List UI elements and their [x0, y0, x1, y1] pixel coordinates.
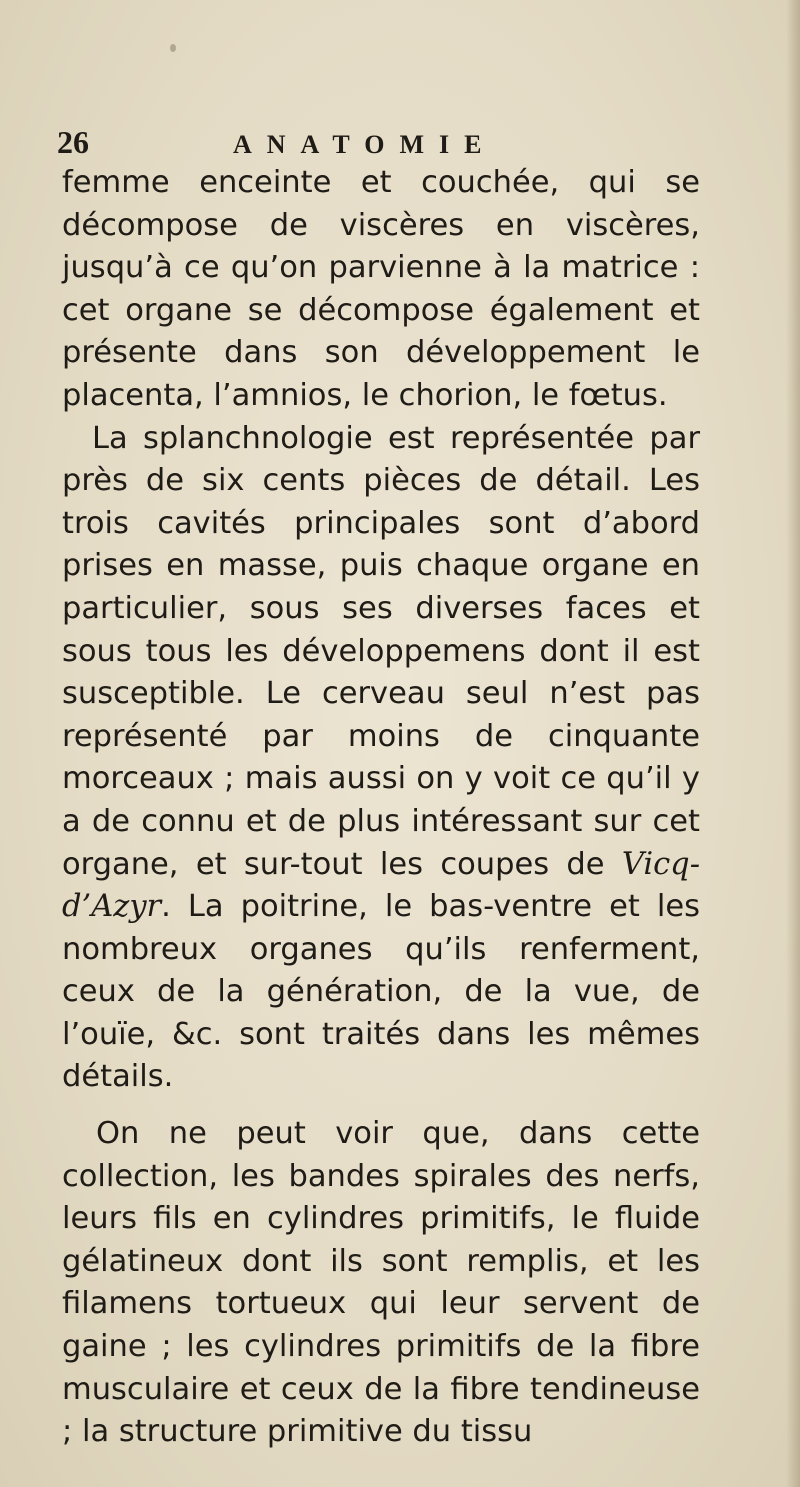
- page-number: 26: [57, 124, 89, 160]
- running-head: ANATOMIE: [233, 130, 497, 159]
- paragraph-2-italic-name: Vicq-d’Azyr: [62, 846, 700, 925]
- paragraph-2: [62, 418, 700, 1100]
- page-header: [57, 124, 707, 164]
- body-text: [62, 162, 700, 1454]
- paragraph-1: [62, 162, 700, 418]
- page-edge-shadow: [786, 0, 800, 1487]
- paragraph-2-text-end: . La poitrine, le bas-ventre et les nombreux organes qu’ils renferment, ceux de la génération, de la vue, de l’ouïe, &c. sont traités dans les mêmes détails.: [62, 889, 700, 1095]
- paragraph-3: [62, 1113, 700, 1454]
- paragraph-3-text: On ne peut voir que, dans cette collection, les bandes spirales des nerfs, leurs fils en cylindres primitifs, le fluide gélatineux dont ils sont remplis, et les filamens tortueux qui leur servent de gaine ; les cylindres primitifs de la fibre musculaire et ceux de la fibre tendineuse ; la structure primitive du tissu: [62, 1116, 700, 1450]
- paragraph-2-text: La splanchnologie est représentée par près de six cents pièces de détail. Les trois cavités principales sont d’abord prises en masse, puis chaque organe en particulier, sous ses diverses faces et sous tous les développemens dont il est susceptible. Le cerveau seul n’est pas représenté par moins de cinquante morceaux ; mais aussi on y voit ce qu’il y a de connu et de plus intéressant sur cet organe, et sur-tout les coupes de: [62, 420, 700, 882]
- paragraph-1-text: femme enceinte et couchée, qui se décompose de viscères en viscères, jusqu’à ce qu’on parvienne à la matrice : cet organe se décompose également et présente dans son développement le placenta, l’amnios, le chorion, le fœtus.: [62, 165, 700, 413]
- paper-speck: [170, 44, 176, 52]
